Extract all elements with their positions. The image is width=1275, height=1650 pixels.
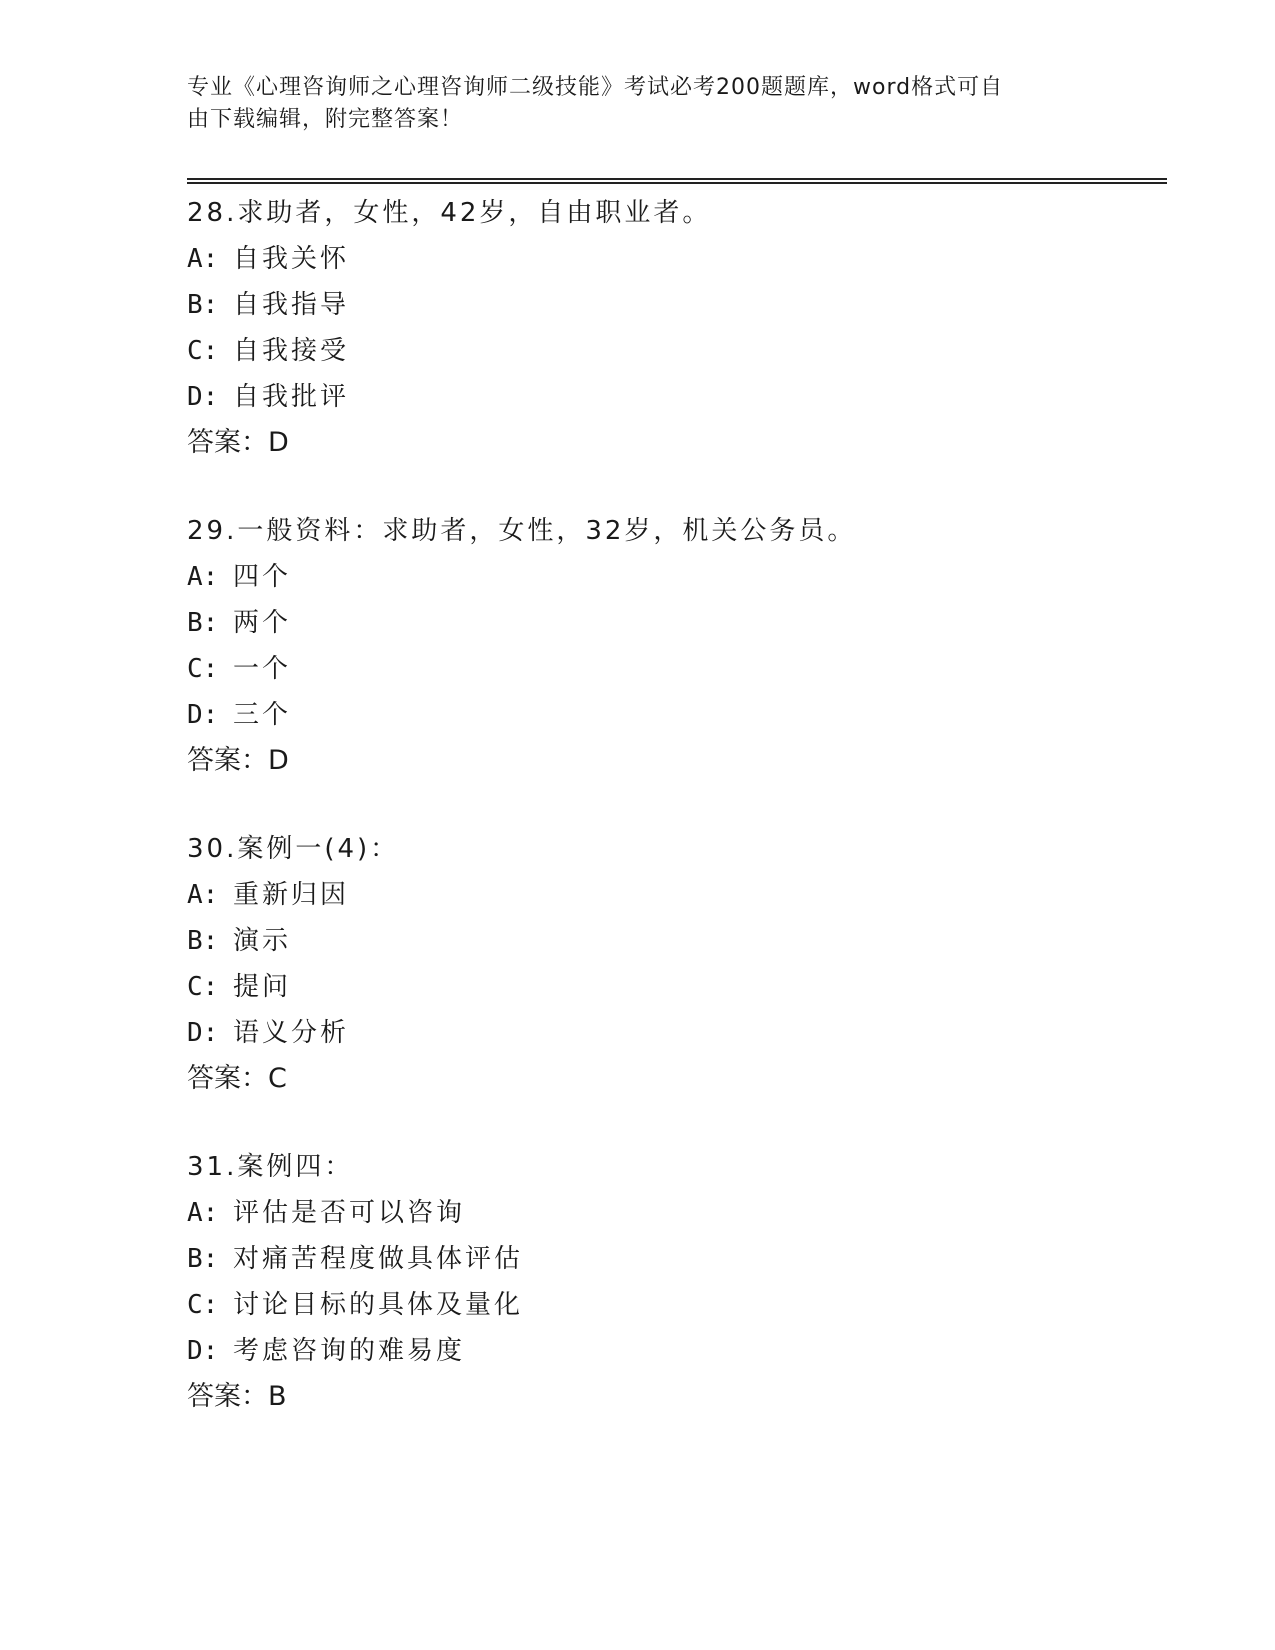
option-letter: D: xyxy=(187,382,219,412)
option-letter: B: xyxy=(187,926,219,956)
option-letter: C: xyxy=(187,654,219,684)
option-c xyxy=(187,964,1167,1010)
option-text: 自我指导 xyxy=(233,290,350,320)
option-b xyxy=(187,1236,1167,1282)
option-text: 重新归因 xyxy=(233,880,350,910)
option-text: 自我接受 xyxy=(233,336,350,366)
option-letter: A: xyxy=(187,562,219,592)
option-c xyxy=(187,328,1167,374)
question-stem: 29.一般资料：求助者，女性，32岁，机关公务员。 xyxy=(187,516,857,546)
option-text: 演示 xyxy=(233,926,292,956)
option-text: 两个 xyxy=(233,608,292,638)
question-30 xyxy=(187,826,1167,1102)
answer-line: 答案：B xyxy=(187,1381,287,1412)
option-text: 自我批评 xyxy=(233,382,350,412)
option-b xyxy=(187,918,1167,964)
option-d xyxy=(187,692,1167,738)
answer-line: 答案：D xyxy=(187,427,289,458)
option-b xyxy=(187,600,1167,646)
option-a xyxy=(187,1190,1167,1236)
option-a xyxy=(187,554,1167,600)
option-letter: B: xyxy=(187,1244,219,1274)
option-a xyxy=(187,872,1167,918)
question-31 xyxy=(187,1144,1167,1420)
question-stem: 30.案例一(4)： xyxy=(187,834,400,864)
question-28 xyxy=(187,190,1167,466)
option-letter: B: xyxy=(187,608,219,638)
option-text: 三个 xyxy=(233,700,292,730)
option-letter: A: xyxy=(187,880,219,910)
answer-line: 答案：C xyxy=(187,1063,287,1094)
option-text: 考虑咨询的难易度 xyxy=(233,1336,466,1366)
option-letter: C: xyxy=(187,1290,219,1320)
question-29 xyxy=(187,508,1167,784)
question-stem: 31.案例四： xyxy=(187,1152,354,1182)
option-letter: D: xyxy=(187,700,219,730)
header-line-1: 专业《心理咨询师之心理咨询师二级技能》考试必考200题题库，word格式可自 xyxy=(187,75,1004,100)
option-text: 自我关怀 xyxy=(233,244,350,274)
option-text: 一个 xyxy=(233,654,292,684)
option-c xyxy=(187,646,1167,692)
option-letter: A: xyxy=(187,1198,219,1228)
option-text: 讨论目标的具体及量化 xyxy=(233,1290,524,1320)
option-text: 评估是否可以咨询 xyxy=(233,1198,466,1228)
option-letter: D: xyxy=(187,1018,219,1048)
option-text: 提问 xyxy=(233,972,292,1002)
option-d xyxy=(187,374,1167,420)
option-letter: B: xyxy=(187,290,219,320)
option-a xyxy=(187,236,1167,282)
option-b xyxy=(187,282,1167,328)
header-divider xyxy=(187,178,1167,184)
option-letter: C: xyxy=(187,336,219,366)
question-stem: 28.求助者，女性，42岁，自由职业者。 xyxy=(187,198,712,228)
header-line-2: 由下载编辑，附完整答案！ xyxy=(187,107,464,132)
option-c xyxy=(187,1282,1167,1328)
option-d xyxy=(187,1328,1167,1374)
document-page xyxy=(187,0,1167,1650)
option-letter: A: xyxy=(187,244,219,274)
option-text: 语义分析 xyxy=(233,1018,350,1048)
option-d xyxy=(187,1010,1167,1056)
option-text: 对痛苦程度做具体评估 xyxy=(233,1244,524,1274)
option-text: 四个 xyxy=(233,562,292,592)
option-letter: C: xyxy=(187,972,219,1002)
document-header xyxy=(187,72,1087,136)
answer-line: 答案：D xyxy=(187,745,289,776)
question-list xyxy=(187,190,1167,1462)
option-letter: D: xyxy=(187,1336,219,1366)
